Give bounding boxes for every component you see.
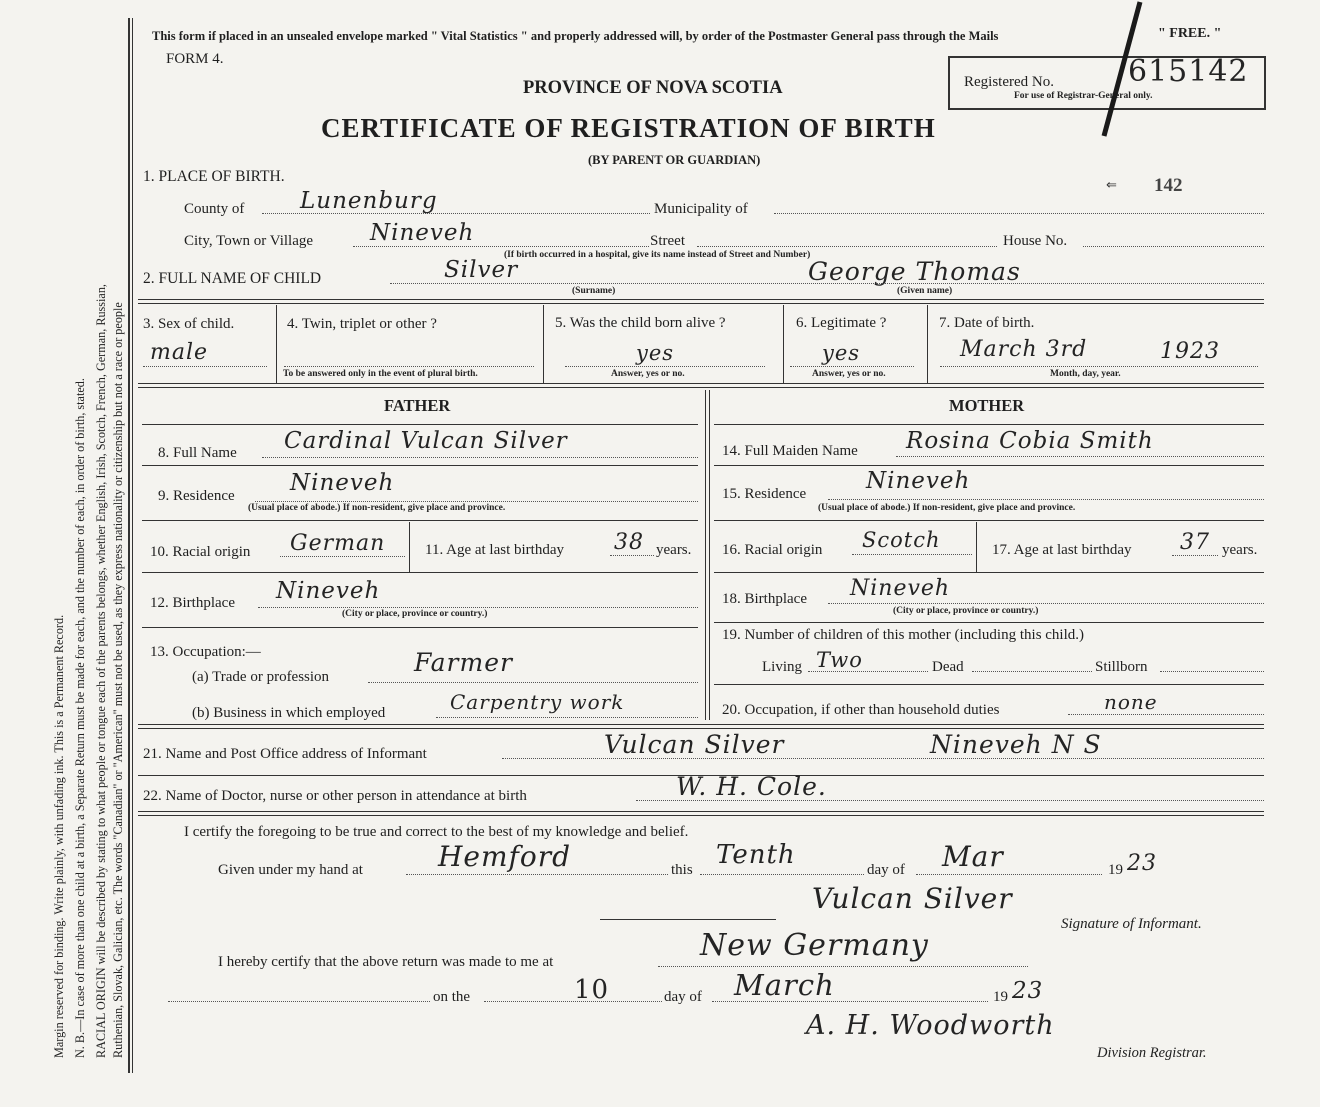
date-of-birth-label: 7. Date of birth. [939, 315, 1035, 331]
row-rule [142, 520, 698, 521]
county-value: Lunenburg [300, 188, 438, 214]
father-age-label: 11. Age at last birthday [425, 542, 564, 558]
house-number-line [1083, 246, 1264, 247]
date-of-birth-year: 1923 [1160, 339, 1220, 364]
father-residence-value: Nineveh [290, 470, 395, 496]
mother-birthplace-line [828, 603, 1264, 604]
mother-racial-line [852, 554, 972, 555]
informant-signature-caption: Signature of Informant. [1061, 916, 1202, 932]
municipality-line [774, 213, 1264, 214]
father-age-unit: years. [656, 542, 692, 558]
cell-divider [976, 522, 977, 572]
father-heading-rule [142, 424, 698, 425]
center-divider [705, 390, 706, 720]
born-alive-value: yes [636, 341, 675, 365]
father-birthplace-note: (City or place, province or country.) [342, 609, 488, 619]
registrar-statement: I hereby certify that the above return was made to me at [218, 954, 554, 970]
father-occupation-label: 13. Occupation:— [150, 644, 261, 660]
given-under-label: Given under my hand at [218, 862, 363, 878]
mother-birthplace-label: 18. Birthplace [722, 591, 807, 607]
father-trade-label: (a) Trade or profession [192, 669, 330, 685]
twin-label: 4. Twin, triplet or other ? [287, 316, 437, 332]
mother-occupation-value: none [1104, 690, 1158, 714]
given-month-value: Mar [942, 840, 1004, 873]
house-number-label: House No. [1003, 233, 1068, 249]
margin-binding-note: Margin reserved for binding. Write plainly, with unfading ink. This is a Permanent Record. [52, 614, 66, 1058]
stamp-mark-icon: ⇐ [1106, 178, 1117, 193]
mother-name-label: 14. Full Maiden Name [722, 443, 858, 459]
father-birthplace-line [258, 607, 698, 608]
date-of-birth-value: March 3rd [960, 337, 1088, 362]
legitimate-value: yes [822, 341, 861, 365]
mother-residence-value: Nineveh [866, 468, 971, 494]
registrar-day-value: 10 [574, 975, 610, 1005]
municipality-label: Municipality of [654, 201, 748, 217]
mother-age-unit: years. [1222, 542, 1258, 558]
day-of-label: day of [867, 862, 905, 878]
divider-before-certification [138, 811, 1264, 816]
registrar-year-value: 23 [1012, 978, 1044, 1004]
living-value: Two [816, 648, 863, 672]
given-month-line [916, 874, 1102, 875]
mother-residence-line [828, 499, 1264, 500]
row-rule [714, 684, 1264, 685]
living-label: Living [762, 659, 802, 675]
date-of-birth-note: Month, day, year. [1050, 369, 1121, 379]
row-rule [142, 465, 698, 466]
father-trade-line [368, 682, 698, 683]
given-day-line [700, 874, 864, 875]
registrar-year-prefix: 19 [993, 989, 1008, 1005]
child-given-value: George Thomas [808, 257, 1021, 286]
mother-birthplace-value: Nineveh [850, 576, 951, 601]
father-name-label: 8. Full Name [158, 445, 237, 461]
given-place-line [406, 874, 668, 875]
city-label: City, Town or Village [184, 233, 314, 249]
certify-statement: I certify the foregoing to be true and correct to the best of my knowledge and belief. [184, 824, 689, 840]
mother-occupation-line [1068, 714, 1264, 715]
given-name-caption: (Given name) [897, 286, 953, 296]
child-surname-value: Silver [444, 257, 519, 283]
place-of-birth-label: 1. PLACE OF BIRTH. [143, 168, 285, 185]
city-value: Nineveh [370, 220, 475, 246]
margin-racial-origin-note-cont: Ruthenian, Slovak, Galician, etc. The words "Canadian" or "American" must not be used, as they express nationality or citizenship but not a race or people [111, 302, 125, 1058]
father-age-value: 38 [614, 530, 644, 555]
registrar-use-note: For use of Registrar-General only. [1014, 91, 1153, 101]
informant-name-value: Vulcan Silver [604, 730, 785, 759]
father-racial-label: 10. Racial origin [150, 544, 251, 560]
stamp-number: 142 [1154, 175, 1183, 196]
cell-divider [543, 305, 544, 383]
given-year-prefix: 19 [1108, 862, 1123, 878]
father-residence-line [255, 501, 698, 502]
margin-racial-origin-note: RACIAL ORIGIN will be described by stating to what people or tongue each of the parents belongs, whether English, Irish, Scotch, French, German, Russian, [94, 284, 108, 1058]
father-racial-line [280, 556, 405, 557]
stillborn-label: Stillborn [1095, 659, 1148, 675]
twin-note: To be answered only in the event of plural birth. [283, 369, 478, 379]
postal-notice: This form if placed in an unsealed envelope marked " Vital Statistics " and properly addressed will, by order of the Postmaster General pass through the Mails [152, 29, 999, 43]
informant-label: 21. Name and Post Office address of Informant [143, 746, 427, 762]
sex-value: male [150, 340, 209, 365]
registrar-day-line [484, 1001, 662, 1002]
informant-address-value: Nineveh N S [930, 730, 1102, 759]
father-business-value: Carpentry work [450, 690, 625, 714]
registrar-place-value: New Germany [700, 928, 929, 963]
cell-divider [409, 522, 410, 572]
dead-label: Dead [932, 659, 964, 675]
street-label: Street [650, 233, 685, 249]
certificate-title: CERTIFICATE OF REGISTRATION OF BIRTH [321, 113, 936, 143]
divider-after-parents [138, 724, 1264, 729]
hospital-note: (If birth occurred in a hospital, give its name instead of Street and Number) [504, 250, 811, 260]
father-trade-value: Farmer [414, 648, 513, 677]
cell-divider [783, 305, 784, 383]
mother-age-label: 17. Age at last birthday [992, 542, 1132, 558]
given-day-value: Tenth [716, 840, 796, 870]
legitimate-line [790, 366, 914, 367]
born-alive-note: Answer, yes or no. [611, 369, 685, 379]
doctor-value: W. H. Cole. [676, 772, 827, 801]
certificate-subtitle: (BY PARENT OR GUARDIAN) [588, 153, 761, 167]
stillborn-line [1160, 671, 1264, 672]
mother-children-label: 19. Number of children of this mother (including this child.) [722, 627, 1085, 643]
center-divider [709, 390, 710, 720]
row-rule [714, 465, 1264, 466]
binding-margin-rule [128, 18, 130, 1073]
margin-plural-birth-note: N. B.—In case of more than one child at a birth, a Separate Return must be made for each, and the number of each, in order of birth, stated. [73, 378, 87, 1058]
street-line [697, 246, 997, 247]
father-business-label: (b) Business in which employed [192, 705, 386, 721]
father-age-line [610, 555, 654, 556]
binding-margin-rule-inner [132, 18, 133, 1073]
cell-divider [927, 305, 928, 383]
province-heading: PROVINCE OF NOVA SCOTIA [523, 78, 783, 98]
sex-line [143, 366, 267, 367]
row-rule [142, 627, 698, 628]
father-heading: FATHER [384, 396, 451, 415]
mother-racial-label: 16. Racial origin [722, 542, 823, 558]
mother-heading: MOTHER [949, 396, 1025, 415]
city-line [353, 246, 649, 247]
registrar-day-of-label: day of [664, 989, 702, 1005]
legitimate-label: 6. Legitimate ? [796, 315, 887, 331]
dead-line [972, 671, 1092, 672]
father-racial-value: German [290, 531, 386, 556]
blank-signature-rule [600, 919, 776, 920]
county-label: County of [184, 201, 245, 217]
registrar-month-value: March [734, 968, 835, 1002]
mother-birthplace-note: (City or place, province or country.) [893, 606, 1039, 616]
mother-heading-rule [714, 424, 1264, 425]
legitimate-note: Answer, yes or no. [812, 369, 886, 379]
sex-label: 3. Sex of child. [143, 316, 235, 332]
given-place-value: Hemford [438, 840, 572, 873]
mother-residence-label: 15. Residence [722, 486, 807, 502]
mother-residence-note: (Usual place of abode.) If non-resident, give place and province. [818, 503, 1076, 513]
registrar-place-line [658, 966, 1028, 967]
divider-after-child-row [138, 383, 1264, 388]
registrar-signature-caption: Division Registrar. [1097, 1045, 1207, 1061]
father-name-value: Cardinal Vulcan Silver [284, 428, 568, 454]
row-rule [714, 572, 1264, 573]
twin-line [284, 366, 534, 367]
date-of-birth-line [940, 366, 1258, 367]
father-residence-note: (Usual place of abode.) If non-resident, give place and province. [248, 503, 506, 513]
father-name-line [262, 457, 698, 458]
born-alive-line [565, 366, 765, 367]
registrar-signature-value: A. H. Woodworth [806, 1010, 1055, 1041]
mother-racial-value: Scotch [862, 528, 941, 552]
registered-number-label: Registered No. [964, 74, 1054, 90]
informant-signature-value: Vulcan Silver [812, 882, 1013, 915]
born-alive-label: 5. Was the child born alive ? [555, 315, 726, 331]
father-birthplace-value: Nineveh [276, 578, 381, 604]
row-rule [714, 520, 1264, 521]
postal-free: " FREE. " [1158, 26, 1222, 41]
given-year-value: 23 [1127, 851, 1157, 876]
surname-caption: (Surname) [572, 286, 616, 296]
this-label: this [671, 862, 693, 878]
child-name-label: 2. FULL NAME OF CHILD [143, 270, 322, 287]
father-residence-label: 9. Residence [158, 488, 235, 504]
mother-name-value: Rosina Cobia Smith [906, 428, 1154, 454]
father-birthplace-label: 12. Birthplace [150, 595, 235, 611]
mother-age-value: 37 [1180, 530, 1210, 555]
on-the-label: on the [433, 989, 471, 1005]
mother-name-line [896, 456, 1264, 457]
form-number: FORM 4. [166, 51, 224, 67]
pen-slash-mark [1096, 0, 1146, 140]
registrar-lead-line [168, 1001, 430, 1002]
registered-number-value: 615142 [1128, 54, 1249, 89]
divider-after-name [138, 299, 1264, 304]
row-rule [714, 622, 1264, 623]
doctor-label: 22. Name of Doctor, nurse or other person in attendance at birth [143, 788, 527, 804]
mother-occupation-label: 20. Occupation, if other than household duties [722, 702, 1000, 718]
father-business-line [436, 717, 698, 718]
row-rule [142, 572, 698, 573]
mother-age-line [1172, 555, 1218, 556]
cell-divider [276, 305, 277, 383]
